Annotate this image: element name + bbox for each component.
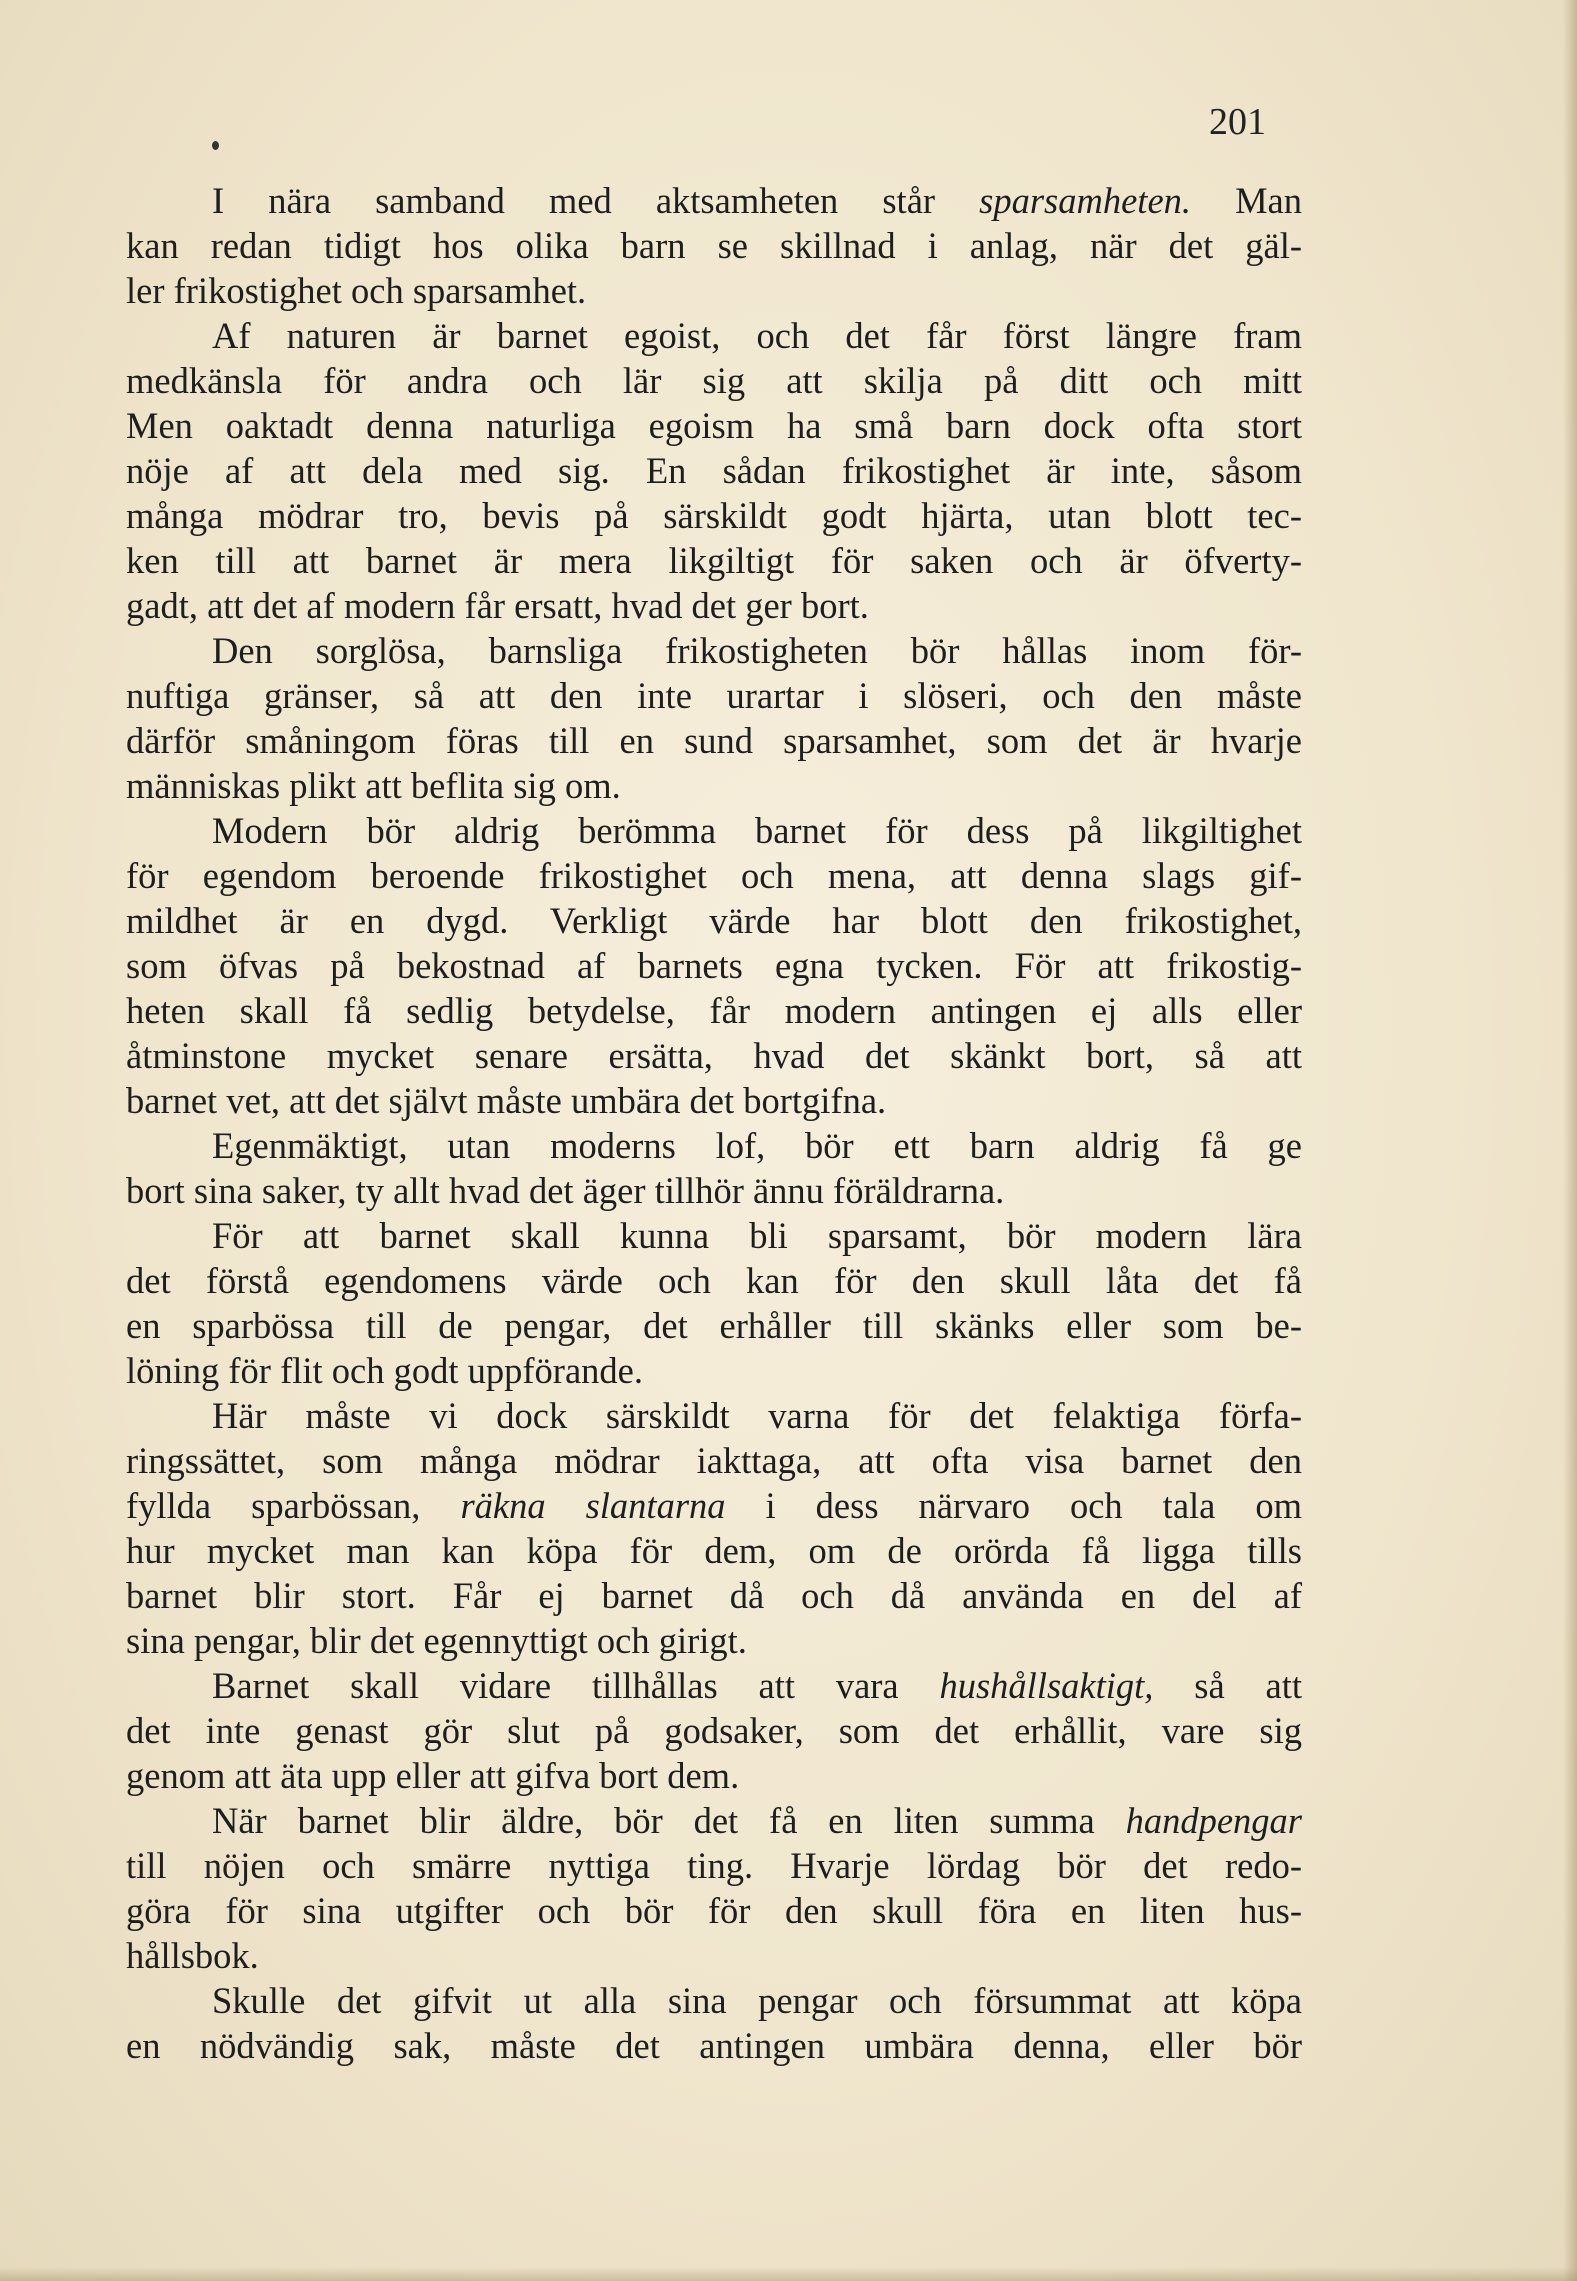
text-line: [126, 1123, 1302, 1168]
text-span: bort sina saker, ty allt hvad det äger tillhör ännu föräldrarna.: [126, 1170, 1005, 1211]
text-span: sina pengar, blir det egennyttigt och girigt.: [126, 1620, 747, 1661]
text-span: det förstå egendomens värde och kan för den skull låta det få: [126, 1260, 1302, 1301]
text-line: [126, 1258, 1302, 1303]
text-span: åtminstone mycket senare ersätta, hvad det skänkt bort, så att: [126, 1035, 1302, 1076]
body-text: [126, 178, 1302, 2068]
text-span: människas plikt att beflita sig om.: [126, 765, 621, 806]
text-line: [126, 898, 1302, 943]
text-span: Här måste vi dock särskildt varna för det felaktiga förfa-: [212, 1395, 1302, 1436]
text-line: [126, 1843, 1302, 1888]
text-span: en nödvändig sak, måste det antingen umbära denna, eller bör: [126, 2025, 1302, 2066]
text-line: [126, 853, 1302, 898]
text-line: [126, 1303, 1302, 1348]
italic-text: sparsamheten.: [979, 180, 1192, 221]
text-line: [126, 1933, 1302, 1978]
text-line: [126, 1753, 1302, 1798]
text-span: ringssättet, som många mödrar iakttaga, att ofta visa barnet den: [126, 1440, 1302, 1481]
text-span: gadt, att det af modern får ersatt, hvad det ger bort.: [126, 585, 869, 626]
text-line: [126, 763, 1302, 808]
text-span: det inte genast gör slut på godsaker, som det erhållit, vare sig: [126, 1710, 1302, 1751]
text-line: [126, 1888, 1302, 1933]
page-number: 201: [1209, 101, 1266, 143]
text-line: [126, 1393, 1302, 1438]
text-line: [126, 1663, 1302, 1708]
text-line: [126, 1348, 1302, 1393]
text-line: [126, 1078, 1302, 1123]
text-span: Barnet skall vidare tillhållas att vara: [212, 1665, 940, 1706]
text-span: Af naturen är barnet egoist, och det får först längre fram: [212, 315, 1302, 356]
text-line: [126, 223, 1302, 268]
text-line: [126, 628, 1302, 673]
text-span: Skulle det gifvit ut alla sina pengar och försummat att köpa: [212, 1980, 1302, 2021]
text-span: många mödrar tro, bevis på särskildt godt hjärta, utan blott tec-: [126, 495, 1302, 536]
text-span: ler frikostighet och sparsamhet.: [126, 270, 587, 311]
text-span: så att: [1153, 1665, 1302, 1706]
text-span: i dess närvaro och tala om: [725, 1485, 1302, 1526]
text-span: löning för flit och godt uppförande.: [126, 1350, 643, 1391]
text-line: [126, 1618, 1302, 1663]
italic-text: hushållsaktigt,: [939, 1665, 1154, 1706]
text-span: För att barnet skall kunna bli sparsamt, bör modern lära: [212, 1215, 1302, 1256]
text-line: [126, 1168, 1302, 1213]
text-span: genom att äta upp eller att gifva bort dem.: [126, 1755, 740, 1796]
text-span: fyllda sparbössan,: [126, 1485, 461, 1526]
text-line: [126, 1483, 1302, 1528]
text-line: [126, 358, 1302, 403]
text-span: Man: [1191, 180, 1302, 221]
text-line: [126, 448, 1302, 493]
text-line: [126, 1708, 1302, 1753]
text-span: kan redan tidigt hos olika barn se skillnad i anlag, när det gäl-: [126, 225, 1302, 266]
ink-spot: [212, 141, 219, 150]
text-line: [126, 1438, 1302, 1483]
text-span: barnet blir stort. Får ej barnet då och då använda en del af: [126, 1575, 1302, 1616]
text-span: hållsbok.: [126, 1935, 259, 1976]
text-span: Men oaktadt denna naturliga egoism ha små barn dock ofta stort: [126, 405, 1302, 446]
page-edge-bottom: [0, 2267, 1577, 2281]
text-span: en sparbössa till de pengar, det erhåller till skänks eller som be-: [126, 1305, 1302, 1346]
text-line: [126, 988, 1302, 1033]
text-span: Den sorglösa, barnsliga frikostigheten bör hållas inom för-: [212, 630, 1302, 671]
text-line: [126, 1528, 1302, 1573]
text-span: medkänsla för andra och lär sig att skilja på ditt och mitt: [126, 360, 1302, 401]
text-line: [126, 178, 1302, 223]
text-span: göra för sina utgifter och bör för den skull föra en liten hus-: [126, 1890, 1302, 1931]
text-span: I nära samband med aktsamheten står: [212, 180, 980, 221]
text-span: nuftiga gränser, så att den inte urartar i slöseri, och den måste: [126, 675, 1302, 716]
page-edge-right: [1563, 0, 1577, 2281]
text-span: nöje af att dela med sig. En sådan frikostighet är inte, såsom: [126, 450, 1302, 491]
text-line: [126, 268, 1302, 313]
text-span: mildhet är en dygd. Verkligt värde har blott den frikostighet,: [126, 900, 1302, 941]
text-span: barnet vet, att det självt måste umbära det bortgifna.: [126, 1080, 887, 1121]
text-span: Egenmäktigt, utan moderns lof, bör ett barn aldrig få ge: [212, 1125, 1302, 1166]
text-span: som öfvas på bekostnad af barnets egna tycken. För att frikostig-: [126, 945, 1302, 986]
text-span: Modern bör aldrig berömma barnet för dess på likgiltighet: [212, 810, 1302, 851]
text-line: [126, 583, 1302, 628]
text-span: hur mycket man kan köpa för dem, om de orörda få ligga tills: [126, 1530, 1302, 1571]
italic-text: räkna slantarna: [460, 1485, 726, 1526]
text-line: [126, 943, 1302, 988]
text-span: för egendom beroende frikostighet och mena, att denna slags gif-: [126, 855, 1302, 896]
text-line: [126, 718, 1302, 763]
text-line: [126, 1798, 1302, 1843]
text-line: [126, 1978, 1302, 2023]
text-line: [126, 2023, 1302, 2068]
text-line: [126, 673, 1302, 718]
text-span: När barnet blir äldre, bör det få en liten summa: [212, 1800, 1126, 1841]
text-line: [126, 313, 1302, 358]
text-line: [126, 538, 1302, 583]
text-line: [126, 1573, 1302, 1618]
text-line: [126, 1213, 1302, 1258]
text-span: till nöjen och smärre nyttiga ting. Hvarje lördag bör det redo-: [126, 1845, 1302, 1886]
text-line: [126, 1033, 1302, 1078]
text-line: [126, 403, 1302, 448]
text-span: heten skall få sedlig betydelse, får modern antingen ej alls eller: [126, 990, 1302, 1031]
italic-text: handpengar: [1125, 1800, 1302, 1841]
text-span: ken till att barnet är mera likgiltigt för saken och är öfverty-: [126, 540, 1302, 581]
text-span: därför småningom föras till en sund sparsamhet, som det är hvarje: [126, 720, 1302, 761]
text-line: [126, 808, 1302, 853]
text-line: [126, 493, 1302, 538]
